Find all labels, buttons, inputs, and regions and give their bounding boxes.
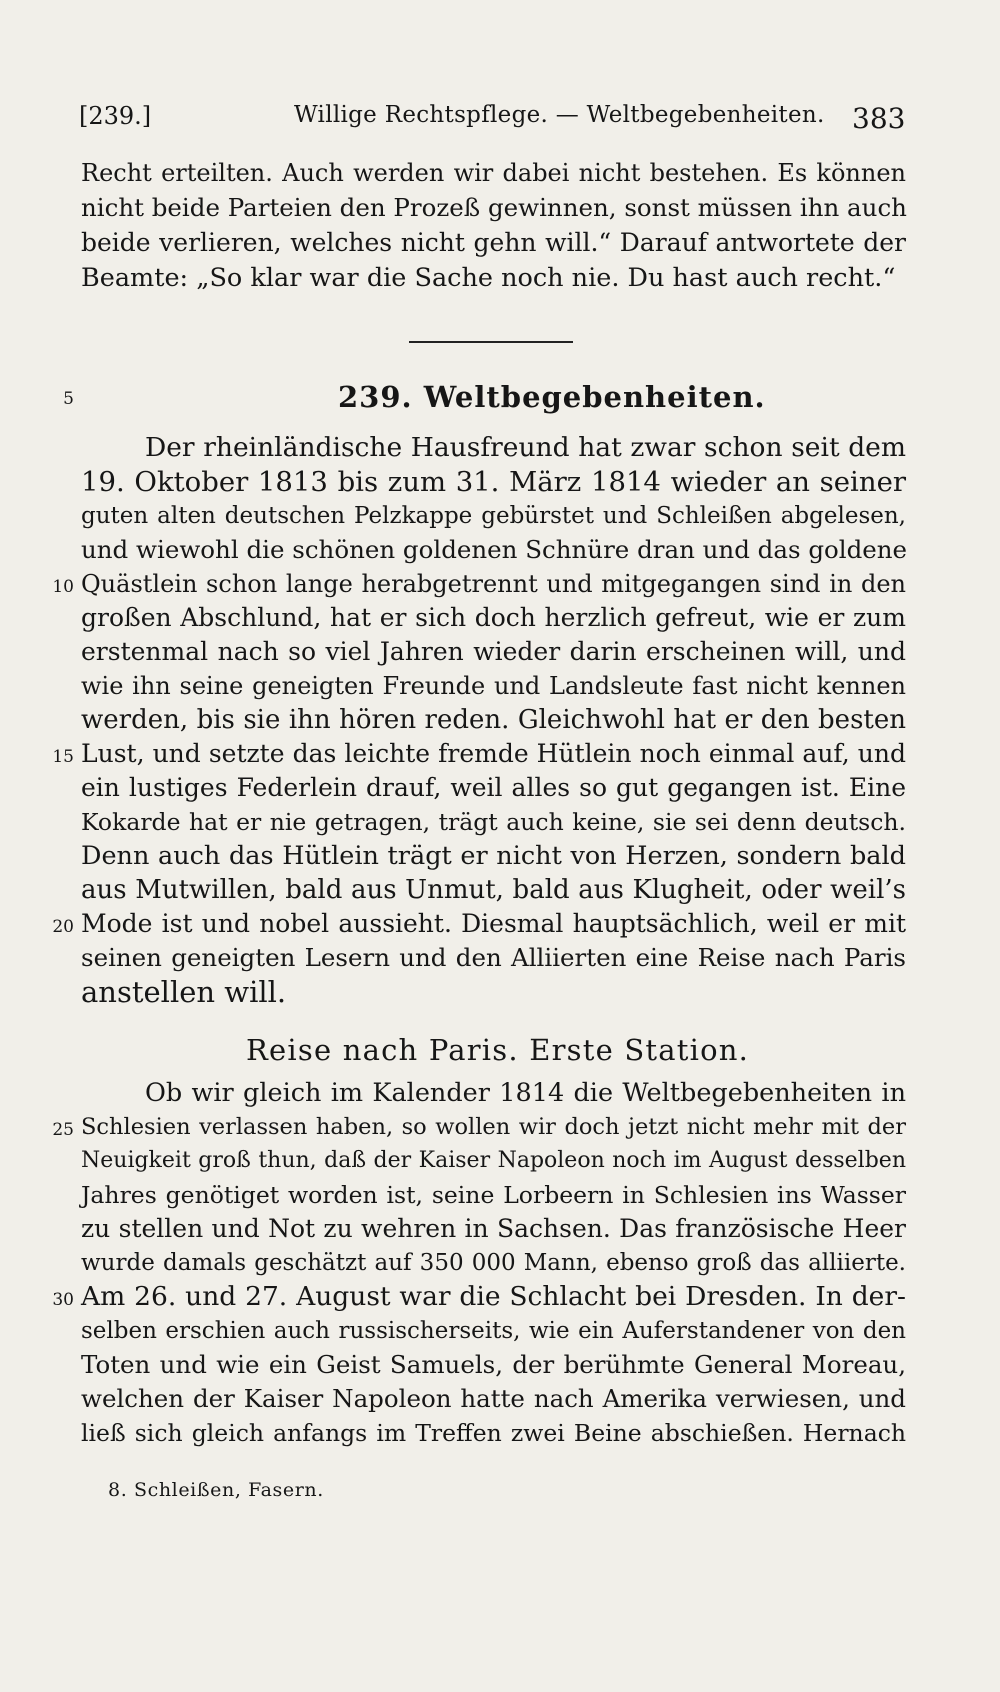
text-line: und wiewohl die schönen goldenen Schnüre dran und das goldene xyxy=(81,535,908,564)
text-line: Am 26. und 27. August war die Schlacht bei Dresden. In der- xyxy=(81,1281,906,1312)
text-line: großen Abschlund, hat er sich doch herzlich gefreut, wie er zum xyxy=(81,603,906,632)
text-line: Denn auch das Hütlein trägt er nicht von Herzen, sondern bald xyxy=(81,841,906,871)
line-number: 30 xyxy=(52,1290,74,1310)
text-line: Mode ist und nobel aussieht. Diesmal hauptsächlich, weil er mit xyxy=(81,909,906,938)
text-line: nicht beide Parteien den Prozeß gewinnen, sonst müssen ihn auch xyxy=(81,193,907,222)
line-number: 20 xyxy=(52,917,74,937)
text-line: Neuigkeit groß thun, daß der Kaiser Napoleon noch im August desselben xyxy=(81,1148,906,1173)
text-line: Recht erteilten. Auch werden wir dabei nicht bestehen. Es können xyxy=(81,159,906,187)
text-line: guten alten deutschen Pelzkappe gebürstet und Schleißen abgelesen, xyxy=(81,503,906,529)
text-line: welchen der Kaiser Napoleon hatte nach Amerika verwiesen, und xyxy=(81,1384,906,1413)
text-line: erstenmal nach so viel Jahren wieder darin erscheinen will, und xyxy=(81,637,906,666)
running-title: Willige Rechtspflege. — Weltbegebenheiten. xyxy=(294,102,825,128)
section-title: 239. Weltbegebenheiten. xyxy=(338,380,766,414)
text-line: Jahres genötiget worden ist, seine Lorbeern in Schlesien ins Wasser xyxy=(81,1181,906,1209)
text-line: aus Mutwillen, bald aus Unmut, bald aus Klugheit, oder weil’s xyxy=(81,875,906,905)
subsection-title: Reise nach Paris. Erste Station. xyxy=(246,1033,750,1067)
line-number: 25 xyxy=(52,1120,74,1140)
text-line: beide verlieren, welches nicht gehn will.“ Darauf antwortete der xyxy=(81,228,906,257)
line-number: 15 xyxy=(52,747,74,767)
section-divider xyxy=(409,341,573,343)
line-number: 5 xyxy=(63,389,74,409)
text-line: zu stellen und Not zu wehren in Sachsen. Das französische Heer xyxy=(81,1214,906,1243)
text-line: Der rheinländische Hausfreund hat zwar schon seit dem xyxy=(145,432,906,463)
text-line: seinen geneigten Lesern und den Alliierten eine Reise nach Paris xyxy=(81,943,906,972)
text-line: ein lustiges Federlein drauf, weil alles so gut gegangen ist. Eine xyxy=(81,773,906,802)
text-line: Lust, und setzte das leichte fremde Hütlein noch einmal auf, und xyxy=(81,739,906,768)
text-line: Ob wir gleich im Kalender 1814 die Weltbegebenheiten in xyxy=(145,1078,906,1108)
header-section-ref: [239.] xyxy=(79,102,152,130)
text-line: werden, bis sie ihn hören reden. Gleichwohl hat er den besten xyxy=(81,705,906,735)
line-number: 10 xyxy=(52,577,74,597)
footnote: 8. Schleißen, Fasern. xyxy=(108,1479,324,1501)
page-number: 383 xyxy=(852,102,906,135)
text-line: Kokarde hat er nie getragen, trägt auch keine, sie sei denn deutsch. xyxy=(81,808,906,836)
text-line: Schlesien verlassen haben, so wollen wir doch jetzt nicht mehr mit der xyxy=(81,1114,906,1140)
text-line: Quästlein schon lange herabgetrennt und mitgegangen sind in den xyxy=(81,570,906,598)
text-line: anstellen will. xyxy=(81,975,287,1009)
text-line: selben erschien auch russischerseits, wie ein Auferstandener von den xyxy=(81,1318,906,1344)
text-line: Beamte: „So klar war die Sache noch nie. Du hast auch recht.“ xyxy=(81,263,896,293)
text-line: 19. Oktober 1813 bis zum 31. März 1814 wieder an seiner xyxy=(81,466,906,498)
text-line: wie ihn seine geneigten Freunde und Landsleute fast nicht kennen xyxy=(81,672,906,700)
text-line: Toten und wie ein Geist Samuels, der berühmte General Moreau, xyxy=(81,1350,906,1379)
text-line: wurde damals geschätzt auf 350 000 Mann, ebenso groß das alliierte. xyxy=(81,1250,906,1276)
text-line: ließ sich gleich anfangs im Treffen zwei Beine abschießen. Hernach xyxy=(81,1419,906,1447)
